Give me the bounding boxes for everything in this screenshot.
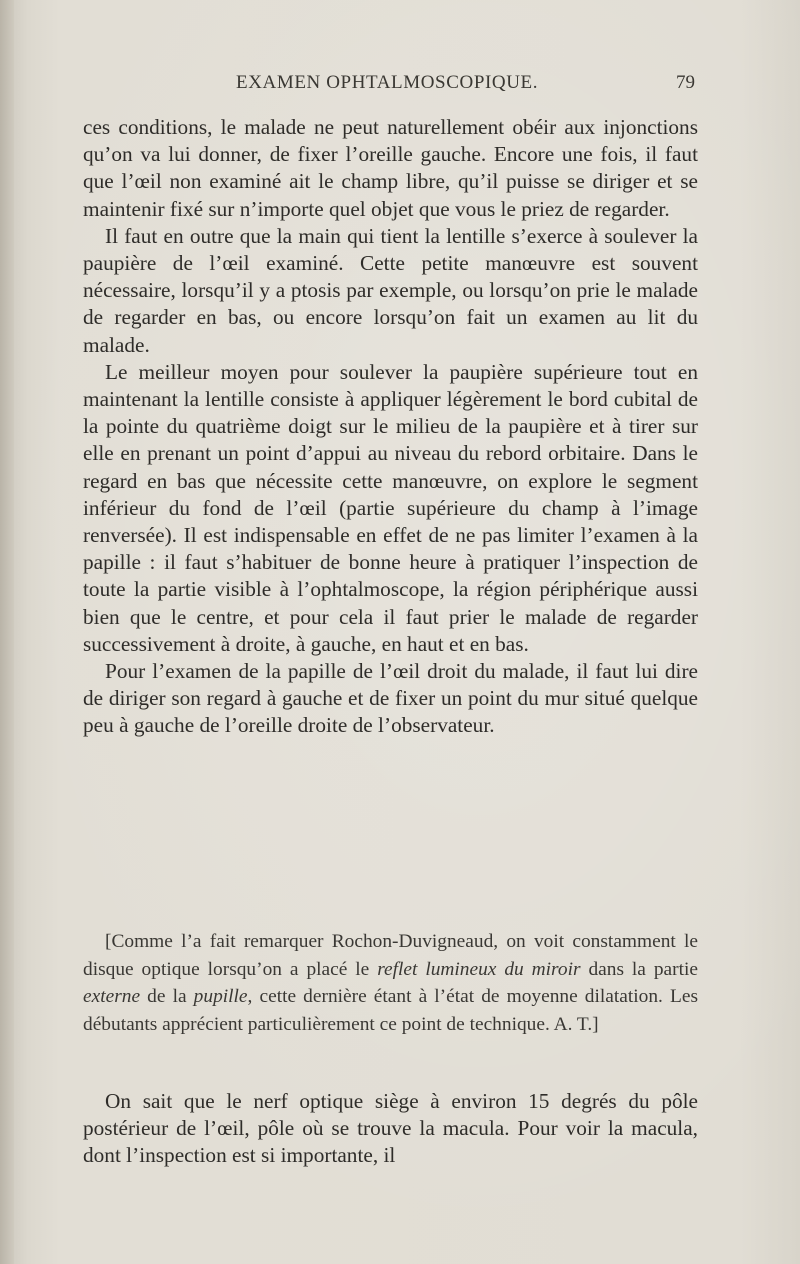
closing-text <box>83 1088 698 1170</box>
note-italic-2: externe <box>83 986 141 1007</box>
paragraph-4: Pour l’examen de la papille de l’œil droit du malade, il faut lui dire de diriger son regard à gauche et de fixer un point du mur situé quelque peu à gauche de l’oreille droite de l’observateur. <box>83 659 698 738</box>
main-text <box>83 114 698 740</box>
page-spine-shadow <box>0 0 14 1264</box>
page-number: 79 <box>676 72 695 93</box>
paragraph-2: Il faut en outre que la main qui tient la lentille s’exerce à soulever la paupière de l’œil examiné. Cette petite manœuvre est souvent nécessaire, lorsqu’il y a ptosis par exemple, ou lorsqu’on prie le malade de regarder en bas, ou encore lorsqu’on fait un examen au lit du malade. <box>83 223 698 357</box>
note-paragraph <box>83 928 698 1038</box>
note-text-3: de la <box>140 986 194 1007</box>
note-italic-1: reflet lumineux du miroir <box>377 958 581 980</box>
paragraph-1: ces conditions, le malade ne peut naturellement obéir aux injonctions qu’on va lui donner, de fixer l’oreille gauche. Encore une fois, il faut que l’œil non examiné ait le champ libre, qu’il puisse se diriger et se maintenir fixé sur n’importe quel objet que vous le priez de regarder. <box>83 115 698 221</box>
paragraph-5: On sait que le nerf optique siège à environ 15 degrés du pôle postérieur de l’œil, pôle où se trouve la macula. Pour voir la macula, dont l’inspection est si importante, il <box>83 1089 698 1168</box>
page-header <box>0 70 800 100</box>
running-title: EXAMEN OPHTALMOSCOPIQUE. <box>236 72 539 93</box>
note-italic-3: pupille <box>193 986 248 1007</box>
note-text-1: [Comme l’a fait remarquer Rochon-Duvigneaud, on voit constamment le disque optique lorsqu’on a placé le <box>83 931 698 980</box>
translator-note <box>83 928 698 1038</box>
paragraph-3: Le meilleur moyen pour soulever la paupière supérieure tout en maintenant la lentille consiste à appliquer légèrement le bord cubital de la pointe du quatrième doigt sur le milieu de la paupière et à tirer sur elle en prenant un point d’appui au niveau du rebord orbitaire. Dans le regard en bas que nécessite cette manœuvre, on explore le segment inférieur du fond de l’œil (partie supérieure du champ à l’image renversée). Il est indispensable en effet de ne pas limiter l’examen à la papille : il faut s’habituer de bonne heure à pratiquer l’inspection de toute la partie visible à l’ophtalmoscope, la région périphérique aussi bien que le centre, et pour cela il faut prier le malade de regarder successivement à droite, à gauche, en haut et en bas. <box>83 359 698 656</box>
note-text-4: , cette dernière étant à l’état de moyenne dilatation. Les débutants apprécient particulièrement ce point de technique. A. T.] <box>83 986 698 1035</box>
note-text-2: dans la partie <box>580 958 698 980</box>
